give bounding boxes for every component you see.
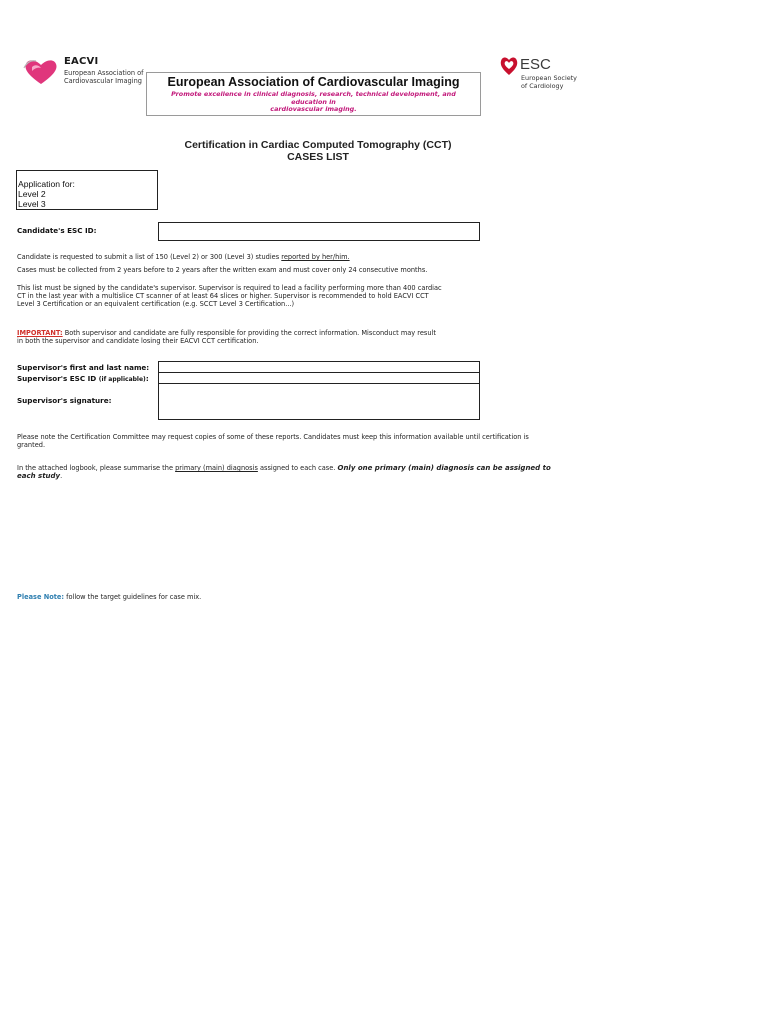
header-subtitle: Promote excellence in clinical diagnosis, research, technical development, and education in cardiovascular imaging. (171, 90, 456, 114)
esc-logo (499, 55, 589, 95)
underlined-reported: reported by her/him. (281, 253, 350, 261)
candidate-id-field[interactable] (158, 222, 480, 241)
eacvi-logo (22, 56, 147, 90)
important-label: IMPORTANT: (17, 329, 63, 337)
application-box[interactable] (16, 170, 158, 210)
eacvi-heart-icon (22, 58, 60, 86)
please-note: Please Note: follow the target guidelines for case mix. (17, 593, 202, 601)
paragraph-submission: Candidate is requested to submit a list of 150 (Level 2) or 300 (Level 3) studies reported by her/him. (17, 253, 350, 261)
supervisor-name-field[interactable] (159, 362, 479, 372)
option-level-3[interactable]: Level 3 (18, 199, 46, 209)
paragraph-important: IMPORTANT: Both supervisor and candidate are fully responsible for providing the correct information. Misconduct may result in both the supervisor and candidate losing their EACVI CCT certification. (17, 329, 436, 346)
header-title: European Association of Cardiovascular Imaging (167, 75, 460, 89)
paragraph-logbook: In the attached logbook, please summarise the primary (main) diagnosis assigned to each case. Only one primary (main) diagnosis can be assigned to each study. (17, 464, 551, 481)
document-subtitle: CASES LIST (287, 151, 349, 163)
esc-fullname: European Society of Cardiology (521, 74, 577, 90)
supervisor-esc-id-field[interactable] (159, 373, 479, 383)
eacvi-name: EACVI (64, 56, 99, 67)
esc-name: ESC (520, 56, 551, 73)
please-note-label: Please Note: (17, 593, 65, 601)
supervisor-signature-field[interactable] (159, 384, 479, 419)
underlined-primary-diagnosis: primary (main) diagnosis (175, 464, 258, 472)
application-heading: Application for: (18, 179, 75, 189)
supervisor-name-label: Supervisor's first and last name: (17, 363, 150, 372)
supervisor-esc-id-label: Supervisor's ESC ID (if applicable): (17, 374, 149, 383)
header-box (146, 72, 481, 116)
supervisor-table (158, 361, 480, 420)
eacvi-fullname: European Association of Cardiovascular Imaging (64, 69, 144, 85)
supervisor-signature-label: Supervisor's signature: (17, 396, 112, 405)
esc-heart-icon (499, 55, 519, 77)
paragraph-committee-note: Please note the Certification Committee may request copies of some of these reports. Candidates must keep this information available until certification is granted. (17, 433, 529, 450)
paragraph-supervisor-requirements: This list must be signed by the candidate's supervisor. Supervisor is required to lead a facility performing more than 400 cardiac CT in the last year with a multislice CT scanner of at least 64 slices or higher. Supervisor is recommended to hold EACVI CCT Level 3 Certification or an equivalent certification (e.g. SCCT Level 3 Certification...) (17, 284, 442, 309)
document-title: Certification in Cardiac Computed Tomography (CCT) (184, 139, 452, 151)
candidate-id-label: Candidate's ESC ID: (17, 226, 97, 235)
paragraph-collection: Cases must be collected from 2 years before to 2 years after the written exam and must cover only 24 consecutive months. (17, 266, 428, 274)
option-level-2[interactable]: Level 2 (18, 189, 46, 199)
